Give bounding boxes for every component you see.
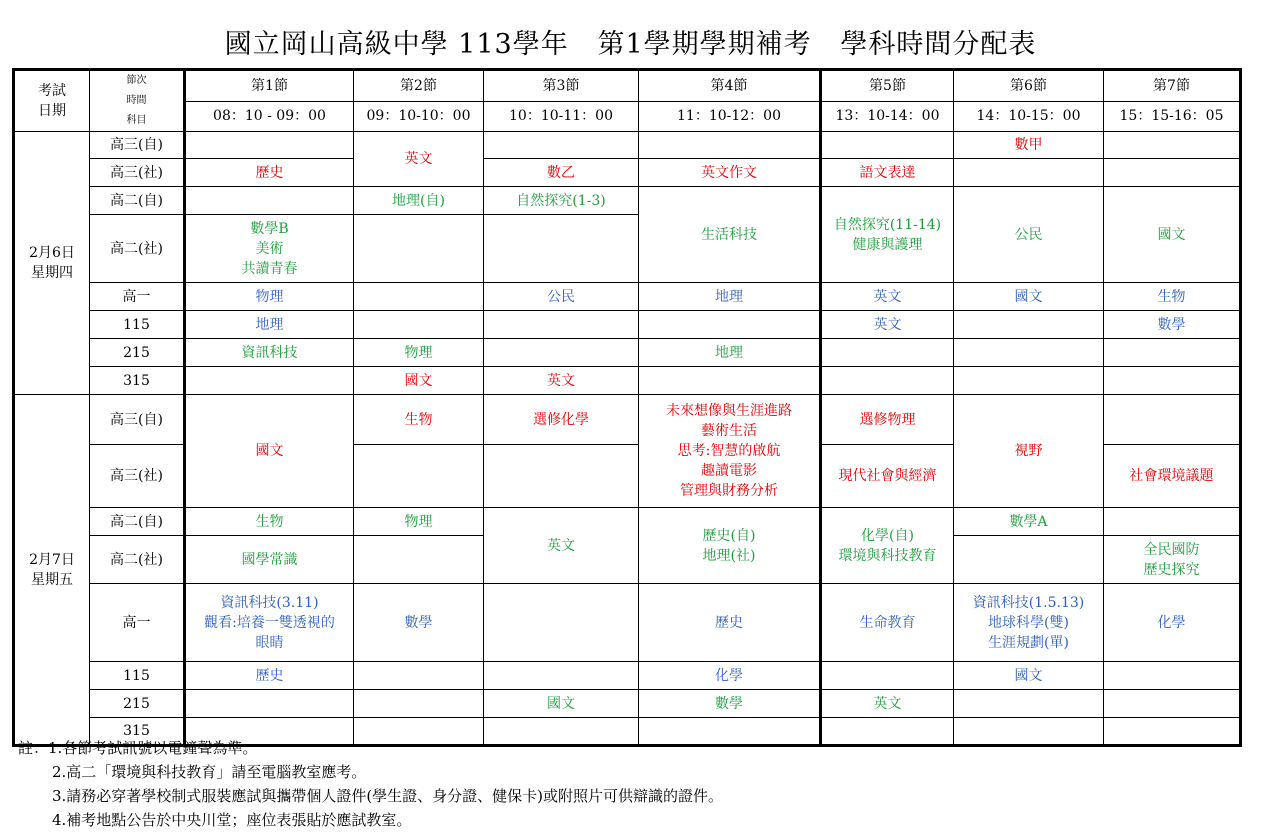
schedule-cell (484, 584, 639, 662)
row-label: 高一 (90, 283, 185, 311)
schedule-cell (354, 311, 484, 339)
period-label: 第6節 (954, 70, 1104, 102)
schedule-cell: 數學 (639, 690, 821, 718)
schedule-cell: 物理 (354, 339, 484, 367)
schedule-cell: 視野 (954, 395, 1104, 508)
schedule-cell: 生命教育 (821, 584, 954, 662)
schedule-cell: 國學常識 (185, 536, 354, 584)
schedule-cell: 地理 (639, 283, 821, 311)
period-time: 13：10-14：00 (821, 101, 954, 131)
schedule-cell (185, 690, 354, 718)
schedule-cell: 國文 (185, 395, 354, 508)
schedule-cell: 英文 (821, 690, 954, 718)
row-label: 115 (90, 662, 185, 690)
schedule-cell (639, 311, 821, 339)
schedule-cell: 全民國防 歷史探究 (1104, 536, 1241, 584)
period-label: 第2節 (354, 70, 484, 102)
row-label: 高二(自) (90, 187, 185, 215)
schedule-cell (1104, 132, 1241, 159)
schedule-cell: 選修物理 (821, 395, 954, 445)
period-time: 09：10-10：00 (354, 101, 484, 131)
schedule-table (12, 68, 1242, 747)
schedule-cell (821, 367, 954, 395)
row-label: 高三(自) (90, 132, 185, 159)
period-label: 第4節 (639, 70, 821, 102)
schedule-cell (821, 718, 954, 746)
title-doc: 學科時間分配表 (840, 29, 1037, 60)
schedule-cell: 地理(自) (354, 187, 484, 215)
period-time: 10：10-11：00 (484, 101, 639, 131)
period-label: 第7節 (1104, 70, 1241, 102)
schedule-cell: 選修化學 (484, 395, 639, 445)
schedule-cell: 歷史(自) 地理(社) (639, 508, 821, 584)
schedule-cell: 數乙 (484, 159, 639, 187)
schedule-cell: 公民 (484, 283, 639, 311)
schedule-cell: 生物 (354, 395, 484, 445)
schedule-cell: 英文 (484, 367, 639, 395)
schedule-cell: 現代社會與經濟 (821, 445, 954, 508)
schedule-cell: 物理 (354, 508, 484, 536)
row-label: 315 (90, 718, 185, 746)
schedule-cell (954, 690, 1104, 718)
schedule-cell: 國文 (954, 283, 1104, 311)
row-label: 215 (90, 339, 185, 367)
schedule-cell (821, 339, 954, 367)
schedule-cell (484, 132, 639, 159)
page-title (0, 22, 1261, 61)
schedule-cell (954, 339, 1104, 367)
schedule-cell: 自然探究(1-3) (484, 187, 639, 215)
schedule-cell (484, 662, 639, 690)
row-label: 高三(社) (90, 159, 185, 187)
period-time: 14：10-15：00 (954, 101, 1104, 131)
schedule-cell: 英文作文 (639, 159, 821, 187)
schedule-cell (1104, 367, 1241, 395)
schedule-cell (185, 132, 354, 159)
schedule-cell: 數甲 (954, 132, 1104, 159)
schedule-cell: 數學A (954, 508, 1104, 536)
row-label: 高三(社) (90, 445, 185, 508)
schedule-cell (484, 445, 639, 508)
note-item: 3.請務必穿著學校制式服裝應試與攜帶個人證件(學生證、身分證、健保卡)或附照片可供辯識的證件。 (52, 787, 724, 805)
schedule-cell (354, 662, 484, 690)
schedule-cell: 數學 (354, 584, 484, 662)
schedule-cell (1104, 339, 1241, 367)
notes-section (18, 736, 723, 832)
schedule-cell: 物理 (185, 283, 354, 311)
schedule-cell (185, 187, 354, 215)
schedule-cell: 資訊科技(3.11) 觀看:培養一雙透視的 眼睛 (185, 584, 354, 662)
row-label: 高一 (90, 584, 185, 662)
schedule-cell (954, 311, 1104, 339)
schedule-cell: 英文 (484, 508, 639, 584)
schedule-cell: 國文 (354, 367, 484, 395)
schedule-cell: 歷史 (185, 159, 354, 187)
schedule-cell: 地理 (639, 339, 821, 367)
schedule-cell: 英文 (821, 311, 954, 339)
row-label: 215 (90, 690, 185, 718)
schedule-cell: 生物 (1104, 283, 1241, 311)
schedule-cell (954, 536, 1104, 584)
schedule-cell: 未來想像與生涯進路 藝術生活 思考:智慧的啟航 趣讀電影 管理與財務分析 (639, 395, 821, 508)
schedule-cell (484, 215, 639, 283)
note-item: 4.補考地點公告於中央川堂；座位表張貼於應試教室。 (52, 811, 412, 829)
period-label: 第5節 (821, 70, 954, 102)
schedule-cell: 資訊科技(1.5.13) 地球科學(雙) 生涯規劃(單) (954, 584, 1104, 662)
schedule-cell (821, 662, 954, 690)
title-term: 第1學期學期補考 (597, 29, 812, 60)
schedule-cell (1104, 508, 1241, 536)
schedule-cell (639, 132, 821, 159)
schedule-cell: 公民 (954, 187, 1104, 283)
schedule-cell: 自然探究(11-14) 健康與護理 (821, 187, 954, 283)
schedule-cell: 歷史 (639, 584, 821, 662)
note-item: 註：1.各節考試訊號以電鐘聲為準。 (18, 739, 258, 757)
schedule-cell (185, 367, 354, 395)
schedule-cell (354, 536, 484, 584)
schedule-cell (354, 445, 484, 508)
schedule-cell: 化學(自) 環境與科技教育 (821, 508, 954, 584)
schedule-cell (954, 367, 1104, 395)
schedule-cell (354, 690, 484, 718)
schedule-cell: 國文 (484, 690, 639, 718)
corner-date-header: 考試 日期 (14, 70, 90, 132)
corner-period-header: 節次 時間 科目 (90, 70, 185, 132)
schedule-cell (1104, 395, 1241, 445)
row-label: 高二(自) (90, 508, 185, 536)
period-time: 11：10-12：00 (639, 101, 821, 131)
schedule-cell: 語文表達 (821, 159, 954, 187)
schedule-cell: 資訊科技 (185, 339, 354, 367)
row-label: 高二(社) (90, 215, 185, 283)
schedule-cell (354, 215, 484, 283)
schedule-cell: 英文 (354, 132, 484, 187)
schedule-cell (1104, 159, 1241, 187)
row-label: 高二(社) (90, 536, 185, 584)
row-label: 115 (90, 311, 185, 339)
schedule-cell (639, 367, 821, 395)
schedule-cell: 國文 (1104, 187, 1241, 283)
schedule-cell (354, 283, 484, 311)
row-label: 高三(自) (90, 395, 185, 445)
period-time: 15：15-16：05 (1104, 101, 1241, 131)
period-label: 第3節 (484, 70, 639, 102)
schedule-cell (954, 159, 1104, 187)
schedule-cell: 地理 (185, 311, 354, 339)
day2-date-cell: 2月7日 星期五 (14, 395, 90, 746)
schedule-cell (484, 311, 639, 339)
schedule-cell: 英文 (821, 283, 954, 311)
schedule-cell: 化學 (639, 662, 821, 690)
schedule-cell (1104, 662, 1241, 690)
schedule-cell: 社會環境議題 (1104, 445, 1241, 508)
schedule-cell: 化學 (1104, 584, 1241, 662)
period-time: 08：10 - 09：00 (185, 101, 354, 131)
schedule-cell (954, 718, 1104, 746)
schedule-cell (484, 339, 639, 367)
row-label: 315 (90, 367, 185, 395)
day1-date-cell: 2月6日 星期四 (14, 132, 90, 395)
schedule-cell: 生物 (185, 508, 354, 536)
schedule-cell: 生活科技 (639, 187, 821, 283)
schedule-cell: 數學 (1104, 311, 1241, 339)
title-school: 國立岡山高級中學 113學年 (224, 29, 569, 60)
schedule-cell: 歷史 (185, 662, 354, 690)
schedule-cell (821, 132, 954, 159)
period-label: 第1節 (185, 70, 354, 102)
note-item: 2.高二「環境與科技教育」請至電腦教室應考。 (52, 763, 367, 781)
schedule-cell: 國文 (954, 662, 1104, 690)
schedule-cell (1104, 690, 1241, 718)
schedule-cell: 數學B 美術 共讀青春 (185, 215, 354, 283)
schedule-cell (1104, 718, 1241, 746)
